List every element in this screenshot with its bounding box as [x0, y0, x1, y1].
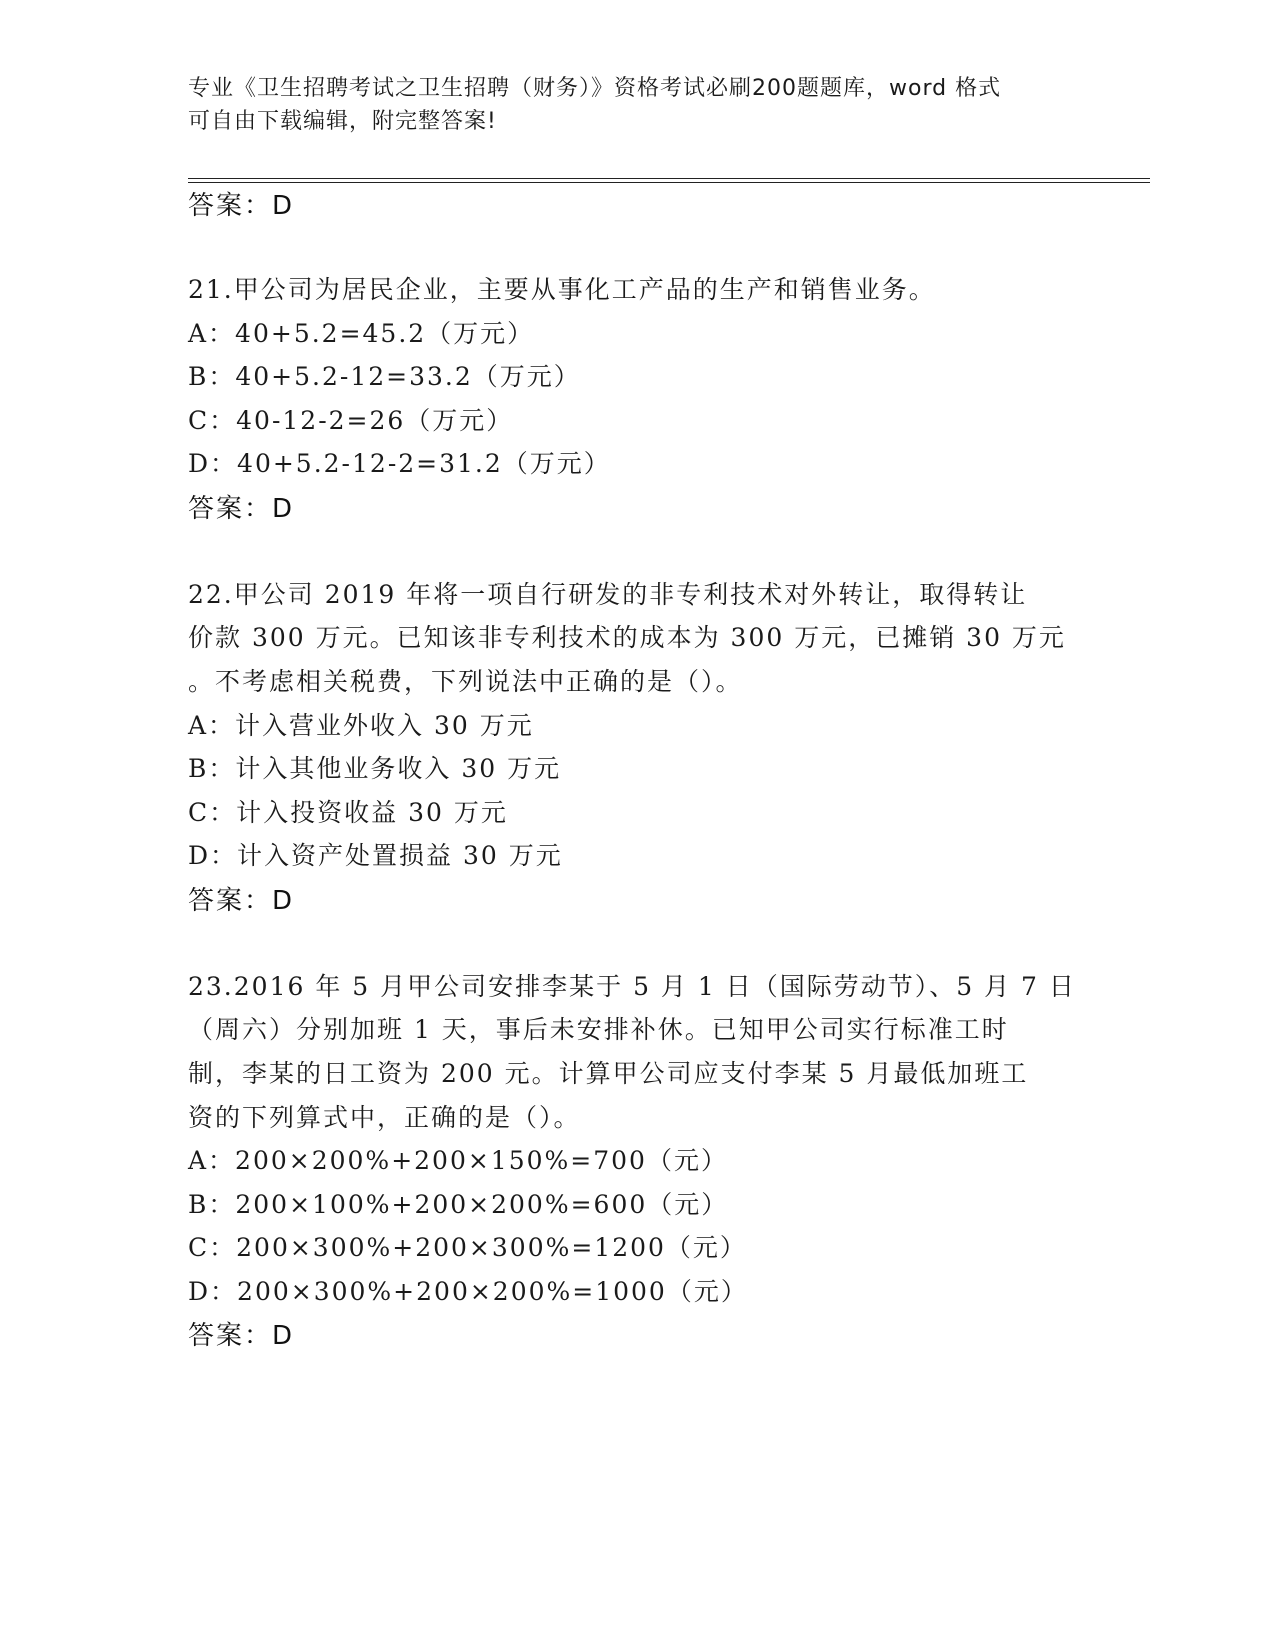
page-header — [188, 72, 1078, 138]
question-23-option-b: B：200×100%+200×200%=600（元） — [188, 1190, 729, 1219]
question-22-stem-line-2: 价款 300 万元。已知该非专利技术的成本为 300 万元，已摊销 30 万元 — [188, 623, 1066, 652]
header-divider-top — [188, 178, 1150, 179]
header-title-line-2: 可自由下载编辑，附完整答案! — [188, 109, 497, 134]
question-23-stem-line-3: 制，李某的日工资为 200 元。计算甲公司应支付李某 5 月最低加班工 — [188, 1059, 1029, 1088]
question-23-stem-line-1: 23.2016 年 5 月甲公司安排李某于 5 月 1 日（国际劳动节）、5 月 7 日 — [188, 972, 1076, 1001]
question-23-stem-line-4: 资的下列算式中，正确的是（）。 — [188, 1103, 581, 1132]
header-title-line-1: 专业《卫生招聘考试之卫生招聘（财务）》资格考试必刷200题题库，word 格式 — [188, 76, 1002, 101]
question-23-option-c: C：200×300%+200×300%=1200（元） — [188, 1233, 747, 1262]
question-21-option-a: A：40+5.2=45.2（万元） — [188, 319, 535, 348]
question-21-option-c: C：40-12-2=26（万元） — [188, 406, 514, 435]
question-22-option-b: B：计入其他业务收入 30 万元 — [188, 754, 562, 783]
answer-prev-question: 答案：D — [188, 191, 295, 221]
question-23-option-d: D：200×300%+200×200%=1000（元） — [188, 1277, 748, 1306]
question-22-option-d: D：计入资产处置损益 30 万元 — [188, 841, 563, 870]
question-21-option-b: B：40+5.2-12=33.2（万元） — [188, 362, 581, 391]
question-22-stem-line-3: 。不考虑相关税费，下列说法中正确的是（）。 — [188, 667, 743, 696]
question-22-answer: 答案：D — [188, 886, 295, 916]
header-divider-bottom — [188, 182, 1150, 183]
question-22-option-c: C：计入投资收益 30 万元 — [188, 798, 508, 827]
question-21-stem: 21.甲公司为居民企业，主要从事化工产品的生产和销售业务。 — [188, 275, 936, 304]
question-21-answer: 答案：D — [188, 494, 295, 524]
question-23-option-a: A：200×200%+200×150%=700（元） — [188, 1146, 728, 1175]
question-23-answer: 答案：D — [188, 1321, 295, 1351]
question-23-stem-line-2: （周六）分别加班 1 天，事后未安排补休。已知甲公司实行标准工时 — [188, 1015, 1009, 1044]
question-21-option-d: D：40+5.2-12-2=31.2（万元） — [188, 449, 611, 478]
question-22-stem-line-1: 22.甲公司 2019 年将一项自行研发的非专利技术对外转让，取得转让 — [188, 580, 1028, 609]
question-22-option-a: A：计入营业外收入 30 万元 — [188, 711, 534, 740]
